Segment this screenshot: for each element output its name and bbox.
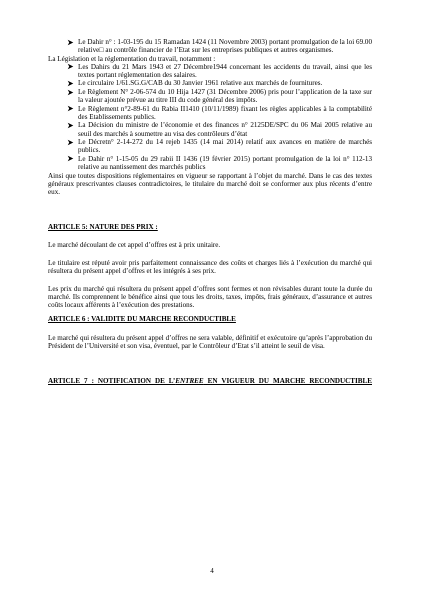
law-list-top-item (48, 38, 372, 54)
law-list-labour-item (48, 138, 372, 154)
article-6-title: ARTICLE 6 : VALIDITE DU MARCHE RECONDUCTIBLE (48, 315, 236, 324)
law-list-labour-item-text: Le Règlement N° 2-06-574 du 10 Hija 1427 (31 Décembre 2006) pris pour l’application de la taxe sur la valeur ajoutée prévue au titre III du code général des impôts. (78, 88, 372, 105)
law-list-labour-item-text: Le Règlement n°2-89-61 du Rabia II1410 (10/11/1989) fixant les règles applicables à la comptabilité des Etablissements publics. (78, 104, 372, 121)
article-5-paragraph-1: Le marché découlant de cet appel d’offres est à prix unitaire. (48, 240, 221, 249)
arrow-bullet-icon (67, 155, 74, 162)
arrow-bullet-icon (67, 122, 74, 129)
law-list-labour-item (48, 79, 372, 87)
law-list-labour-item (48, 105, 372, 121)
article-7-title (48, 377, 372, 385)
arrow-bullet-icon (67, 80, 74, 87)
arrow-bullet-icon (67, 89, 74, 96)
article-7-title-pre: ARTICLE 7 : NOTIFICATION DE L’ (48, 376, 176, 385)
law-list-labour-item-text: Le circulaire 1/61.SG.G/CAB du 30 Janvier 1961 relative aux marchés de fournitures. (78, 79, 323, 88)
law-list-labour-item-text: Le Décretn° 2-14-272 du 14 rejeb 1435 (14 mai 2014) relatif aux avances en matière de marchés publics. (78, 138, 372, 155)
article-6-paragraph-1: Le marché qui résultera du présent appel d’offres ne sera valable, définitif et exécutoire qu’après l’approbation du Président de l’Université et son visa, éventuel, par le Contrôleur d’Etat s’il atteint le seuil de visa. (48, 333, 372, 350)
arrow-bullet-icon (67, 63, 74, 70)
law-list-labour (48, 63, 372, 171)
law-list-top (48, 38, 372, 54)
article-5-paragraph-2: Le titulaire est réputé avoir pris parfaitement connaissance des coûts et charges liés à l’exécution du marché qui résultera du présent appel d’offres et les intégrés à ses prix. (48, 258, 372, 276)
law-list-labour-item-text: Les Dahirs du 21 Mars 1943 et 27 Décembre1944 concernant les accidents du travail, ainsi que les textes portant réglementation des salaires. (78, 62, 372, 79)
article-5-paragraph-3: Les prix du marché qui résultera du présent appel d’offres sont fermes et non révisables durant toute la durée du marché. Ils comprennent le bénéfice ainsi que tous les droits, taxes, impôts, frais généraux, d’assurance et autres coûts locaux afférents à l’exécution des prestations. (48, 285, 372, 310)
article-7-title-post: EN VIGUEUR DU MARCHE RECONDUCTIBLE (203, 376, 372, 385)
law-list-labour-item-text: Le Dahir n° 1-15-05 du 29 rabii II 1436 (19 février 2015) portant promulgation de la loi n° 112-13 relative au nantissement des marchés publics (78, 154, 372, 171)
law-list-labour-item (48, 121, 372, 137)
arrow-bullet-icon (67, 39, 74, 46)
page-number: 4 (210, 567, 214, 575)
law-list-labour-item (48, 88, 372, 104)
law-list-labour-item (48, 63, 372, 79)
law-list-top-item-text: Le Dahir n° : 1-03-195 du 15 Ramadan 1424 (11 Novembre 2003) portant promulgation de la loi 69.00 relative□ au contrôle financier de l’Etat sur les entreprises publiques et autres organismes. (78, 38, 372, 55)
article-7-title-em: ENTREE (175, 376, 204, 385)
law-list-labour-item (48, 155, 372, 171)
closing-paragraph: Ainsi que toutes dispositions réglementaires en vigueur se rapportant à l’objet du marché. Dans le cas des textes généraux prescrivantes clauses contradictoires, le titulaire du marché doit se conformer aux plus récents d’entre eux. (48, 171, 372, 196)
law-list-labour-item-text: La Décision du ministre de l’économie et des finances n° 2125DE/SPC du 06 Mai 2005 relative au seuil des marchés à soumettre au visa des contrôleurs d’état (78, 121, 372, 138)
arrow-bullet-icon (67, 105, 74, 112)
arrow-bullet-icon (67, 139, 74, 146)
article-5-title: ARTICLE 5: NATURE DES PRIX : (48, 222, 158, 231)
legislation-intro: La Législation et la réglementation du travail, notamment : (48, 54, 216, 63)
